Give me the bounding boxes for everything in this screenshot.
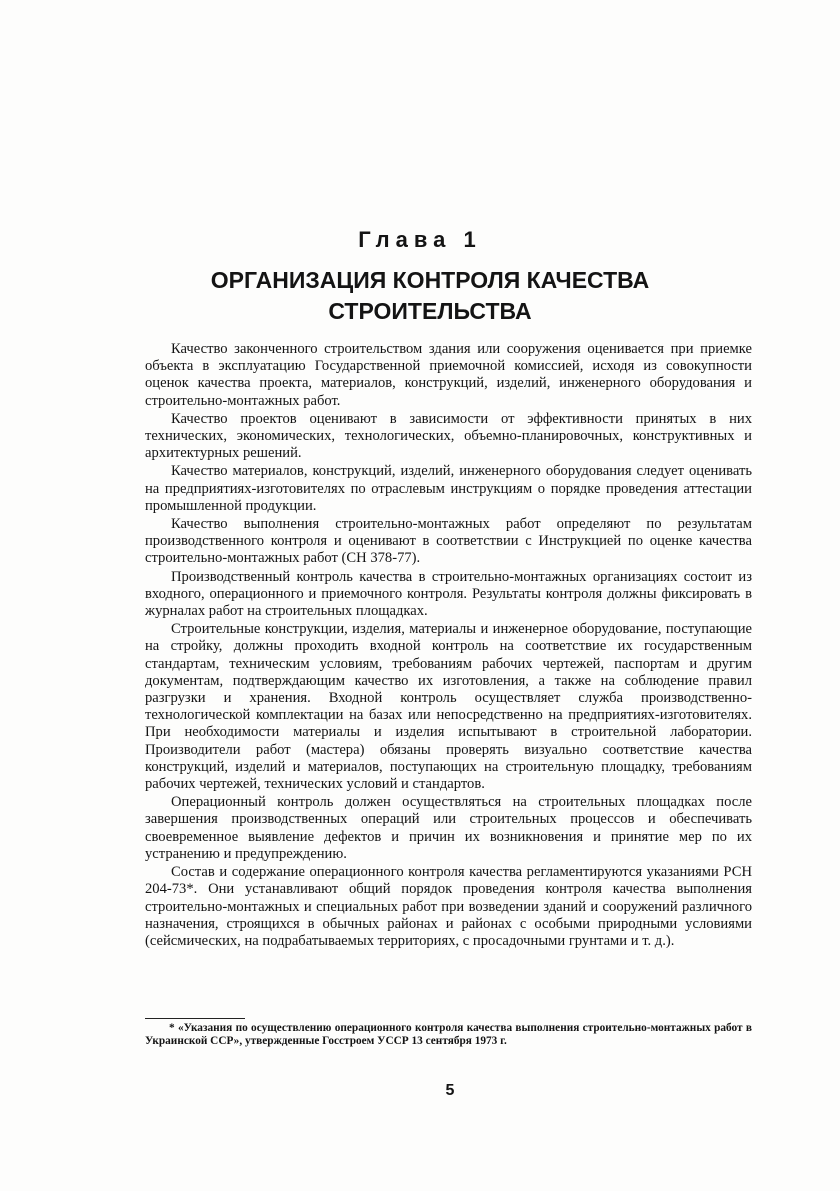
- footnote-divider: [145, 1018, 245, 1019]
- chapter-title-line-2: СТРОИТЕЛЬСТВА: [328, 298, 532, 324]
- paragraph-6: Строительные конструкции, изделия, материалы и инженерное оборудование, поступающие на стройку, должны проходить входной контроль на соответствие их государственным стандартам, техническим условиям, требованиям рабочих чертежей, паспортам и другим документам, подтверждающим качество их изготовления, а также на соблюдение правил разгрузки и хранения. Входной контроль осуществляет служба производственно-технологической комплектации на базах или непосредственно на предприятиях-изготовителях. При необходимости материалы и изделия испытывают в строительной лаборатории. Производители работ (мастера) обязаны проверять визуально соответствие качества конструкций, изделий и материалов, поступающих на строительную площадку, требованиям рабочих чертежей, технических условий и стандартов.: [145, 621, 752, 793]
- paragraph-3: Качество материалов, конструкций, изделий, инженерного оборудования следует оценивать на предприятиях-изготовителях по отраслевым инструкциям о порядке проведения аттестации промышленной продукции.: [145, 463, 752, 514]
- chapter-label: Глава 1: [358, 227, 482, 252]
- paragraph-1: Качество законченного строительством здания или сооружения оценивается при приемке объекта в эксплуатацию Государственной приемочной комиссией, исходя из совокупности оценок качества проекта, материалов, конструкций, изделий, инженерного оборудования и строительно-монтажных работ.: [145, 341, 752, 409]
- paragraph-8: Состав и содержание операционного контроля качества регламентируются указаниями РСН 204-73*. Они устанавливают общий порядок проведения контроля качества выполнения строительно-монтажных и специальных работ при возведении зданий и сооружений различного назначения, строящихся в обычных районах и районах с особыми природными условиями (сейсмических, на подрабатываемых территориях, с просадочными грунтами и т. д.).: [145, 864, 752, 949]
- paragraph-5: Производственный контроль качества в строительно-монтажных организациях состоит из входного, операционного и приемочного контроля. Результаты контроля должны фиксировать в журналах работ на строительных площадках.: [145, 568, 752, 620]
- page-number: 5: [445, 1082, 455, 1099]
- chapter-title-line-1: ОРГАНИЗАЦИЯ КОНТРОЛЯ КАЧЕСТВА: [210, 267, 650, 293]
- body-text: [145, 341, 752, 950]
- chapter-title: [120, 265, 740, 327]
- paragraph-7: Операционный контроль должен осуществляться на строительных площадках после завершения производственных операций или строительных процессов и обеспечивать своевременное выявление дефектов и причин их возникновения и принятие мер по их устранению и предупреждению.: [145, 794, 752, 862]
- paragraph-4: Качество выполнения строительно-монтажных работ определяют по результатам производственного контроля и оценивают в соответствии с Инструкцией по оценке качества строительно-монтажных работ (СН 378-77).: [145, 516, 752, 567]
- paragraph-2: Качество проектов оценивают в зависимости от эффективности принятых в них технических, экономических, технологических, объемно-планировочных, конструктивных и архитектурных решений.: [145, 410, 752, 462]
- footnote: * «Указания по осуществлению операционного контроля качества выполнения строительно-монтажных работ в Украинской ССР», утвержденные Госстроем УССР 13 сентября 1973 г.: [145, 1022, 752, 1047]
